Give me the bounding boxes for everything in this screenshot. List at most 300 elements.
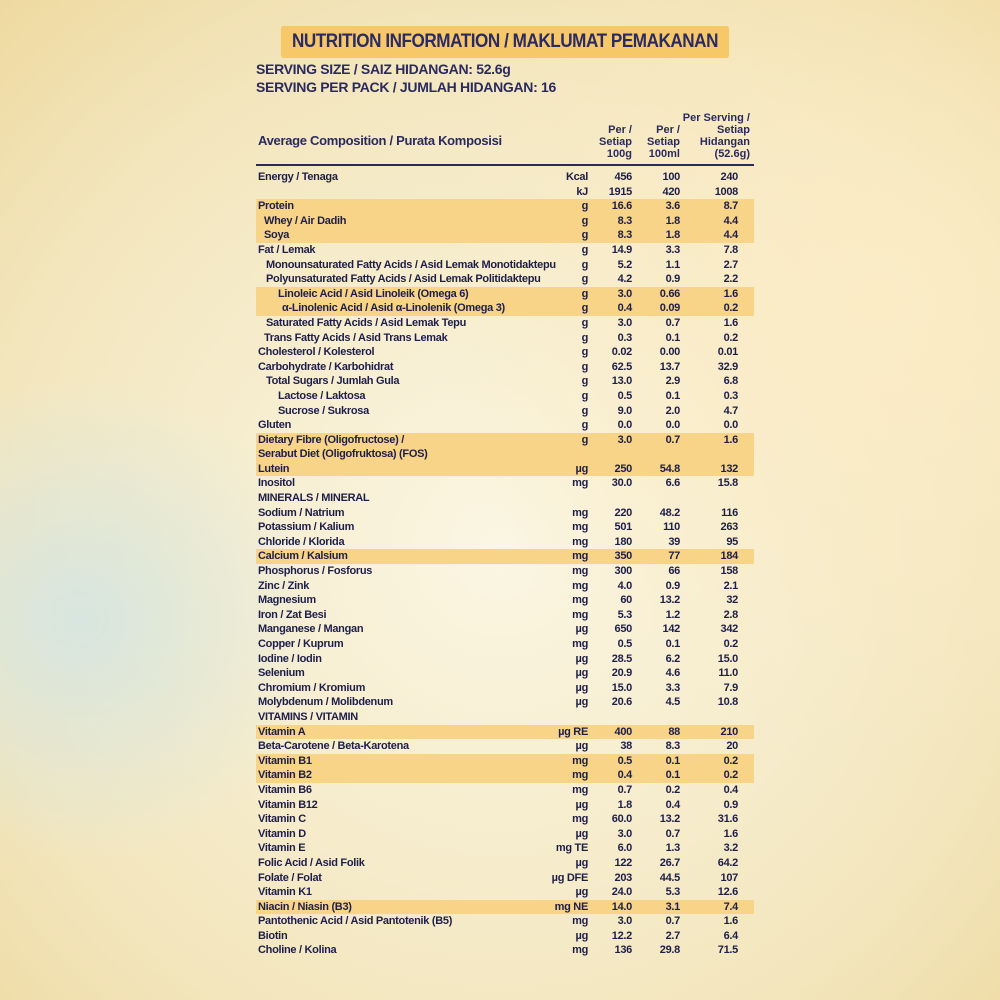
nutrient-unit: Kcal (565, 171, 588, 183)
nutrient-row (256, 462, 754, 477)
nutrient-name (258, 506, 344, 521)
nutrient-row (256, 374, 754, 389)
value-per-100g: 1.8 (617, 798, 632, 811)
value-per-100g: 0.7 (617, 783, 632, 796)
nutrient-name (258, 389, 365, 404)
nutrient-name-line: Cholesterol / Kolesterol (258, 346, 375, 359)
nutrient-name-line: VITAMINS / VITAMIN (258, 710, 358, 723)
composition-header: Average Composition / Purata Komposisi (258, 133, 502, 148)
nutrient-name (258, 462, 289, 477)
nutrient-name (258, 374, 399, 389)
value-per-100g: 5.3 (617, 608, 632, 621)
value-per-100g: 60 (620, 594, 632, 607)
nutrient-rows (256, 166, 754, 958)
nutrient-unit: µg (575, 667, 588, 680)
value-per-100ml: 0.1 (665, 754, 680, 767)
nutrient-name-line: Vitamin C (258, 813, 306, 826)
value-per-serving: 32 (726, 594, 738, 607)
nutrient-row (256, 622, 754, 637)
nutrient-name-line: Vitamin A (258, 725, 306, 738)
nutrient-name (258, 520, 354, 535)
nutrient-unit: µg (575, 929, 588, 942)
value-per-100ml: 54.8 (659, 462, 680, 475)
nutrient-name (258, 316, 466, 331)
nutrient-unit: mg (572, 783, 588, 796)
nutrient-name-line: Sucrose / Sukrosa (278, 404, 369, 417)
nutrient-name (258, 666, 305, 681)
nutrient-name (258, 652, 322, 667)
value-per-100ml: 77 (668, 550, 680, 563)
nutrient-name (258, 841, 305, 856)
value-per-100g: 180 (614, 535, 632, 548)
nutrient-unit: g (581, 273, 588, 286)
nutrient-name-line: Serabut Diet (Oligofruktosa) (FOS) (258, 448, 428, 461)
value-per-100ml: 0.1 (665, 769, 680, 782)
nutrient-name-line: Lutein (258, 462, 290, 475)
nutrient-name (258, 243, 315, 258)
value-per-100ml: 2.0 (665, 404, 680, 417)
value-per-100g: 0.0 (617, 419, 632, 432)
nutrient-row (256, 739, 754, 754)
nutrient-name-line: Saturated Fatty Acids / Asid Lemak Tepu (266, 316, 466, 329)
nutrient-unit: µg (575, 462, 588, 475)
nutrient-row (256, 433, 754, 462)
nutrient-row (256, 593, 754, 608)
value-per-serving: 32.9 (717, 360, 738, 373)
value-per-100g: 14.0 (611, 900, 632, 913)
nutrient-name-line: Selenium (258, 667, 305, 680)
value-per-100g: 62.5 (611, 360, 632, 373)
value-per-serving: 132 (720, 462, 738, 475)
nutrient-row (256, 929, 754, 944)
nutrient-name-line: Molybdenum / Molibdenum (258, 696, 393, 709)
nutrient-row (256, 360, 754, 375)
nutrient-row (256, 798, 754, 813)
nutrient-row (256, 258, 754, 273)
nutrient-unit: g (581, 433, 588, 446)
value-per-100ml: 88 (668, 725, 680, 738)
value-per-100g: 30.0 (611, 477, 632, 490)
value-per-100g: 400 (614, 725, 632, 738)
nutrient-row (256, 695, 754, 710)
nutrient-unit: mg (572, 608, 588, 621)
value-per-100ml: 26.7 (659, 856, 680, 869)
value-per-serving: 0.0 (723, 419, 738, 432)
nutrient-unit: mg (572, 594, 588, 607)
value-per-100g: 0.3 (617, 331, 632, 344)
nutrient-name (258, 914, 452, 929)
nutrient-name (258, 404, 369, 419)
value-per-100ml: 1.8 (665, 229, 680, 242)
value-per-100ml: 0.09 (659, 302, 680, 315)
value-per-serving: 12.6 (717, 886, 738, 899)
value-per-serving: 2.2 (723, 273, 738, 286)
nutrient-unit: µg (575, 681, 588, 694)
value-per-100ml: 0.4 (665, 798, 680, 811)
nutrient-row (256, 841, 754, 856)
nutrient-name (258, 929, 287, 944)
value-per-100g: 8.3 (617, 229, 632, 242)
nutrient-name (258, 739, 409, 754)
nutrient-name (258, 812, 306, 827)
value-per-serving: 15.8 (717, 477, 738, 490)
value-per-100g: 3.0 (617, 827, 632, 840)
nutrient-row (256, 549, 754, 564)
value-per-100g: 0.5 (617, 754, 632, 767)
nutrient-row (256, 404, 754, 419)
nutrient-name (258, 593, 316, 608)
nutrient-name (258, 579, 309, 594)
value-per-100ml: 66 (668, 565, 680, 578)
value-per-100g: 4.2 (617, 273, 632, 286)
value-per-serving: 2.8 (723, 608, 738, 621)
value-per-100g: 3.0 (617, 433, 632, 446)
value-per-100ml: 142 (662, 623, 680, 636)
nutrient-name-line: Phosphorus / Fosforus (258, 565, 373, 578)
value-per-serving: 107 (720, 871, 738, 884)
value-per-serving: 31.6 (717, 813, 738, 826)
nutrient-name (258, 535, 344, 550)
nutrient-name (258, 608, 326, 623)
nutrient-name (258, 345, 374, 360)
nutrient-name (258, 943, 336, 958)
value-per-100ml: 13.2 (659, 813, 680, 826)
nutrient-name-line: Dietary Fibre (Oligofructose) / (258, 433, 404, 446)
nutrient-row (256, 681, 754, 696)
nutrient-name-line: Choline / Kolina (258, 944, 337, 957)
nutrient-name (258, 900, 352, 915)
nutrient-row (256, 725, 754, 740)
value-per-serving: 1008 (714, 185, 738, 198)
nutrient-unit: g (581, 214, 588, 227)
value-per-100ml: 0.1 (665, 638, 680, 650)
value-per-100g: 28.5 (611, 652, 632, 665)
nutrient-row (256, 301, 754, 316)
nutrient-row (256, 885, 754, 900)
nutrient-name-line: Copper / Kuprum (258, 638, 344, 650)
nutrient-name-line: Vitamin B6 (258, 783, 312, 796)
nutrient-name (258, 856, 365, 871)
nutrient-unit: kJ (576, 185, 588, 198)
nutrient-name (258, 783, 312, 798)
table-header (256, 102, 754, 166)
value-per-100ml: 4.5 (665, 696, 680, 709)
value-per-100ml: 13.2 (659, 594, 680, 607)
nutrient-name-line: Niacin / Niasin (B3) (258, 900, 352, 913)
value-per-serving: 2.7 (723, 258, 738, 271)
nutrient-unit: g (581, 258, 588, 271)
nutrient-name (258, 681, 365, 696)
nutrient-name-line: Folic Acid / Asid Folik (258, 856, 365, 869)
value-per-100g: 20.6 (611, 696, 632, 709)
value-per-serving: 4.4 (723, 214, 738, 227)
value-per-serving: 7.8 (723, 243, 738, 256)
value-per-100ml: 0.9 (665, 579, 680, 592)
value-per-100g: 5.2 (617, 258, 632, 271)
nutrient-name-line: Vitamin K1 (258, 886, 312, 899)
value-per-100ml: 8.3 (665, 740, 680, 753)
nutrient-unit: µg (575, 856, 588, 869)
nutrient-row (256, 389, 754, 404)
nutrient-unit: g (581, 375, 588, 388)
nutrient-unit: g (581, 200, 588, 213)
nutrient-unit: mg (572, 565, 588, 578)
nutrient-unit: g (581, 360, 588, 373)
nutrient-name-line: Vitamin D (258, 827, 306, 840)
value-per-serving: 116 (721, 506, 738, 519)
value-per-100g: 0.02 (611, 346, 632, 359)
value-per-100ml: 0.00 (659, 346, 680, 359)
value-per-100ml: 0.0 (665, 419, 680, 432)
nutrient-unit: µg (575, 740, 588, 753)
nutrient-name-line: Sodium / Natrium (258, 506, 345, 519)
value-per-serving: 0.01 (717, 346, 738, 359)
nutrient-unit: µg (575, 827, 588, 840)
nutrient-name (258, 885, 312, 900)
value-per-serving: 240 (720, 171, 738, 183)
value-per-100g: 38 (620, 740, 632, 753)
nutrient-row (256, 608, 754, 623)
header-line: 100ml (648, 148, 680, 160)
nutrient-row (256, 564, 754, 579)
value-per-100ml: 13.7 (659, 360, 680, 373)
nutrient-name-line: Iron / Zat Besi (258, 608, 327, 621)
header-line: (52.6g) (714, 148, 750, 160)
nutrient-name-line: Calcium / Kalsium (258, 550, 348, 563)
value-per-100ml: 0.7 (665, 433, 680, 446)
nutrient-name-line: Zinc / Zink (258, 579, 310, 592)
nutrient-name-line: Pantothenic Acid / Asid Pantotenik (B5) (258, 915, 453, 928)
nutrient-name (258, 287, 468, 302)
nutrient-name (258, 491, 369, 506)
header-line: Hidangan (699, 136, 750, 148)
value-per-100g: 0.5 (617, 638, 632, 650)
nutrient-unit: mg (572, 915, 588, 928)
value-per-100ml: 0.2 (665, 783, 680, 796)
value-per-100g: 6.0 (617, 842, 632, 855)
serving-info (256, 60, 754, 96)
nutrient-row (256, 228, 754, 243)
header-line: Per Serving / (682, 112, 750, 124)
nutrient-unit: µg (575, 696, 588, 709)
nutrient-name (258, 754, 312, 769)
nutrient-name (258, 214, 346, 229)
value-per-100ml: 1.1 (665, 258, 680, 271)
nutrient-name-line: Energy / Tenaga (258, 171, 338, 183)
nutrient-row (256, 914, 754, 929)
value-per-serving: 6.8 (723, 375, 738, 388)
nutrient-row (256, 652, 754, 667)
nutrient-name (258, 768, 312, 783)
nutrient-name-line: Monounsaturated Fatty Acids / Asid Lemak Monotidaktepu (266, 258, 556, 271)
value-per-100ml: 3.6 (665, 200, 680, 213)
nutrient-unit: µg (575, 886, 588, 899)
nutrient-row (256, 243, 754, 258)
serving-size: SERVING SIZE / SAIZ HIDANGAN: 52.6g (256, 61, 511, 77)
value-per-serving: 0.4 (723, 783, 738, 796)
nutrient-unit: mg TE (555, 842, 588, 855)
value-per-serving: 4.4 (723, 229, 738, 242)
value-per-100g: 20.9 (611, 667, 632, 680)
nutrient-name-line: Manganese / Mangan (258, 623, 364, 636)
value-per-serving: 64.2 (717, 856, 738, 869)
nutrient-row (256, 754, 754, 769)
value-per-100g: 24.0 (611, 886, 632, 899)
nutrient-row (256, 768, 754, 783)
nutrient-name-line: α-Linolenic Acid / Asid α-Linolenik (Omega 3) (282, 302, 505, 315)
nutrient-name (258, 622, 363, 637)
value-per-100ml: 6.2 (665, 652, 680, 665)
nutrient-name-line: Biotin (258, 929, 288, 942)
nutrient-name (258, 360, 393, 375)
value-per-100ml: 3.3 (665, 243, 680, 256)
value-per-serving: 3.2 (723, 842, 738, 855)
nutrient-unit: mg (572, 813, 588, 826)
value-per-100g: 456 (614, 171, 632, 183)
nutrient-name-line: Total Sugars / Jumlah Gula (266, 375, 400, 388)
value-per-100ml: 110 (663, 521, 680, 534)
value-per-100g: 3.0 (617, 287, 632, 300)
nutrient-name-line: Iodine / Iodin (258, 652, 322, 665)
per-serving-header (680, 112, 750, 160)
per-100g-header (572, 124, 632, 160)
nutrient-name-line: Linoleic Acid / Asid Linoleik (Omega 6) (278, 287, 469, 300)
nutrient-name-line: Folate / Folat (258, 871, 322, 884)
nutrient-row (256, 812, 754, 827)
value-per-serving: 20 (726, 740, 738, 753)
nutrient-unit: g (581, 302, 588, 315)
nutrient-row (256, 856, 754, 871)
nutrient-name (258, 476, 295, 491)
value-per-serving: 0.2 (723, 754, 738, 767)
nutrient-name (258, 871, 322, 886)
nutrient-name-line: Inositol (258, 477, 295, 490)
value-per-100g: 3.0 (617, 316, 632, 329)
value-per-100ml: 0.66 (659, 287, 680, 300)
nutrient-row (256, 827, 754, 842)
header-line: Per / (656, 124, 680, 136)
value-per-serving: 6.4 (723, 929, 738, 942)
value-per-100ml: 1.8 (665, 214, 680, 227)
header-line: Setiap (716, 124, 750, 136)
nutrient-unit: mg (572, 754, 588, 767)
nutrient-name (258, 199, 294, 214)
nutrient-unit: mg (572, 944, 588, 957)
nutrient-unit: g (581, 316, 588, 329)
nutrient-name (258, 272, 541, 287)
nutrient-row (256, 170, 754, 185)
nutrient-unit: µg DFE (551, 871, 588, 884)
value-per-serving: 0.2 (723, 769, 738, 782)
per-100ml-header (640, 124, 680, 160)
value-per-100ml: 1.3 (665, 842, 680, 855)
value-per-100g: 0.5 (617, 389, 632, 402)
value-per-100ml: 6.6 (665, 477, 680, 490)
nutrient-row (256, 900, 754, 915)
value-per-100ml: 0.7 (665, 827, 680, 840)
value-per-100g: 300 (614, 565, 632, 578)
nutrient-name-line: Beta-Carotene / Beta-Karotena (258, 740, 409, 753)
value-per-serving: 0.9 (723, 798, 738, 811)
value-per-serving: 158 (720, 565, 738, 578)
value-per-100g: 12.2 (611, 929, 632, 942)
nutrient-name (258, 798, 317, 813)
value-per-serving: 1.6 (723, 433, 738, 446)
value-per-100g: 3.0 (617, 915, 632, 928)
value-per-100g: 501 (614, 521, 632, 534)
value-per-100ml: 0.1 (665, 389, 680, 402)
value-per-100ml: 29.8 (659, 944, 680, 957)
nutrient-name-line: Polyunsaturated Fatty Acids / Asid Lemak Politidaktepu (266, 273, 541, 286)
value-per-serving: 7.9 (723, 681, 738, 694)
nutrient-row (256, 418, 754, 433)
nutrient-row (256, 185, 754, 200)
nutrient-name-line: Potassium / Kalium (258, 521, 355, 534)
nutrient-name-line: Magnesium (258, 594, 316, 607)
nutrient-row (256, 476, 754, 491)
value-per-100g: 8.3 (617, 214, 632, 227)
nutrient-name (258, 725, 305, 740)
value-per-serving: 342 (720, 623, 738, 636)
nutrient-name-line: Fat / Lemak (258, 243, 316, 256)
nutrient-row (256, 331, 754, 346)
value-per-100ml: 0.9 (665, 273, 680, 286)
value-per-serving: 1.6 (723, 287, 738, 300)
nutrient-name (258, 301, 505, 316)
nutrient-unit: mg (572, 477, 588, 490)
nutrient-name (258, 170, 338, 185)
nutrient-unit: mg NE (554, 900, 588, 913)
value-per-serving: 8.7 (723, 200, 738, 213)
serving-per-pack: SERVING PER PACK / JUMLAH HIDANGAN: 16 (256, 79, 557, 95)
nutrient-name-line: Vitamin B1 (258, 754, 312, 767)
nutrient-unit: µg (575, 652, 588, 665)
value-per-100g: 16.6 (611, 200, 632, 213)
nutrient-name (258, 549, 348, 564)
nutrient-unit: mg (572, 506, 588, 519)
nutrient-name (258, 418, 291, 433)
value-per-100ml: 2.9 (665, 375, 680, 388)
value-per-100g: 220 (614, 506, 632, 519)
nutrient-unit: mg (572, 769, 588, 782)
value-per-serving: 71.5 (717, 944, 738, 957)
nutrient-name-line: MINERALS / MINERAL (258, 492, 370, 505)
nutrient-row (256, 943, 754, 958)
value-per-100g: 14.9 (611, 243, 632, 256)
value-per-100g: 15.0 (611, 681, 632, 694)
nutrient-name-line: Vitamin E (258, 842, 306, 855)
value-per-serving: 263 (720, 521, 738, 534)
nutrient-row (256, 345, 754, 360)
value-per-100ml: 44.5 (659, 871, 680, 884)
nutrient-row (256, 579, 754, 594)
nutrient-row (256, 520, 754, 535)
nutrient-name-line: Carbohydrate / Karbohidrat (258, 360, 394, 373)
nutrient-name (258, 258, 556, 273)
nutrient-name (258, 827, 306, 842)
value-per-100ml: 39 (668, 535, 680, 548)
nutrient-name-line: Vitamin B12 (258, 798, 318, 811)
nutrient-row (256, 535, 754, 550)
nutrient-name-line: Soya (264, 229, 290, 242)
header-line: Setiap (598, 136, 632, 148)
nutrient-row (256, 491, 754, 506)
nutrient-unit: g (581, 404, 588, 417)
nutrient-name (258, 695, 393, 710)
value-per-100g: 122 (614, 856, 632, 869)
nutrient-name (258, 564, 372, 579)
nutrient-unit: g (581, 229, 588, 242)
